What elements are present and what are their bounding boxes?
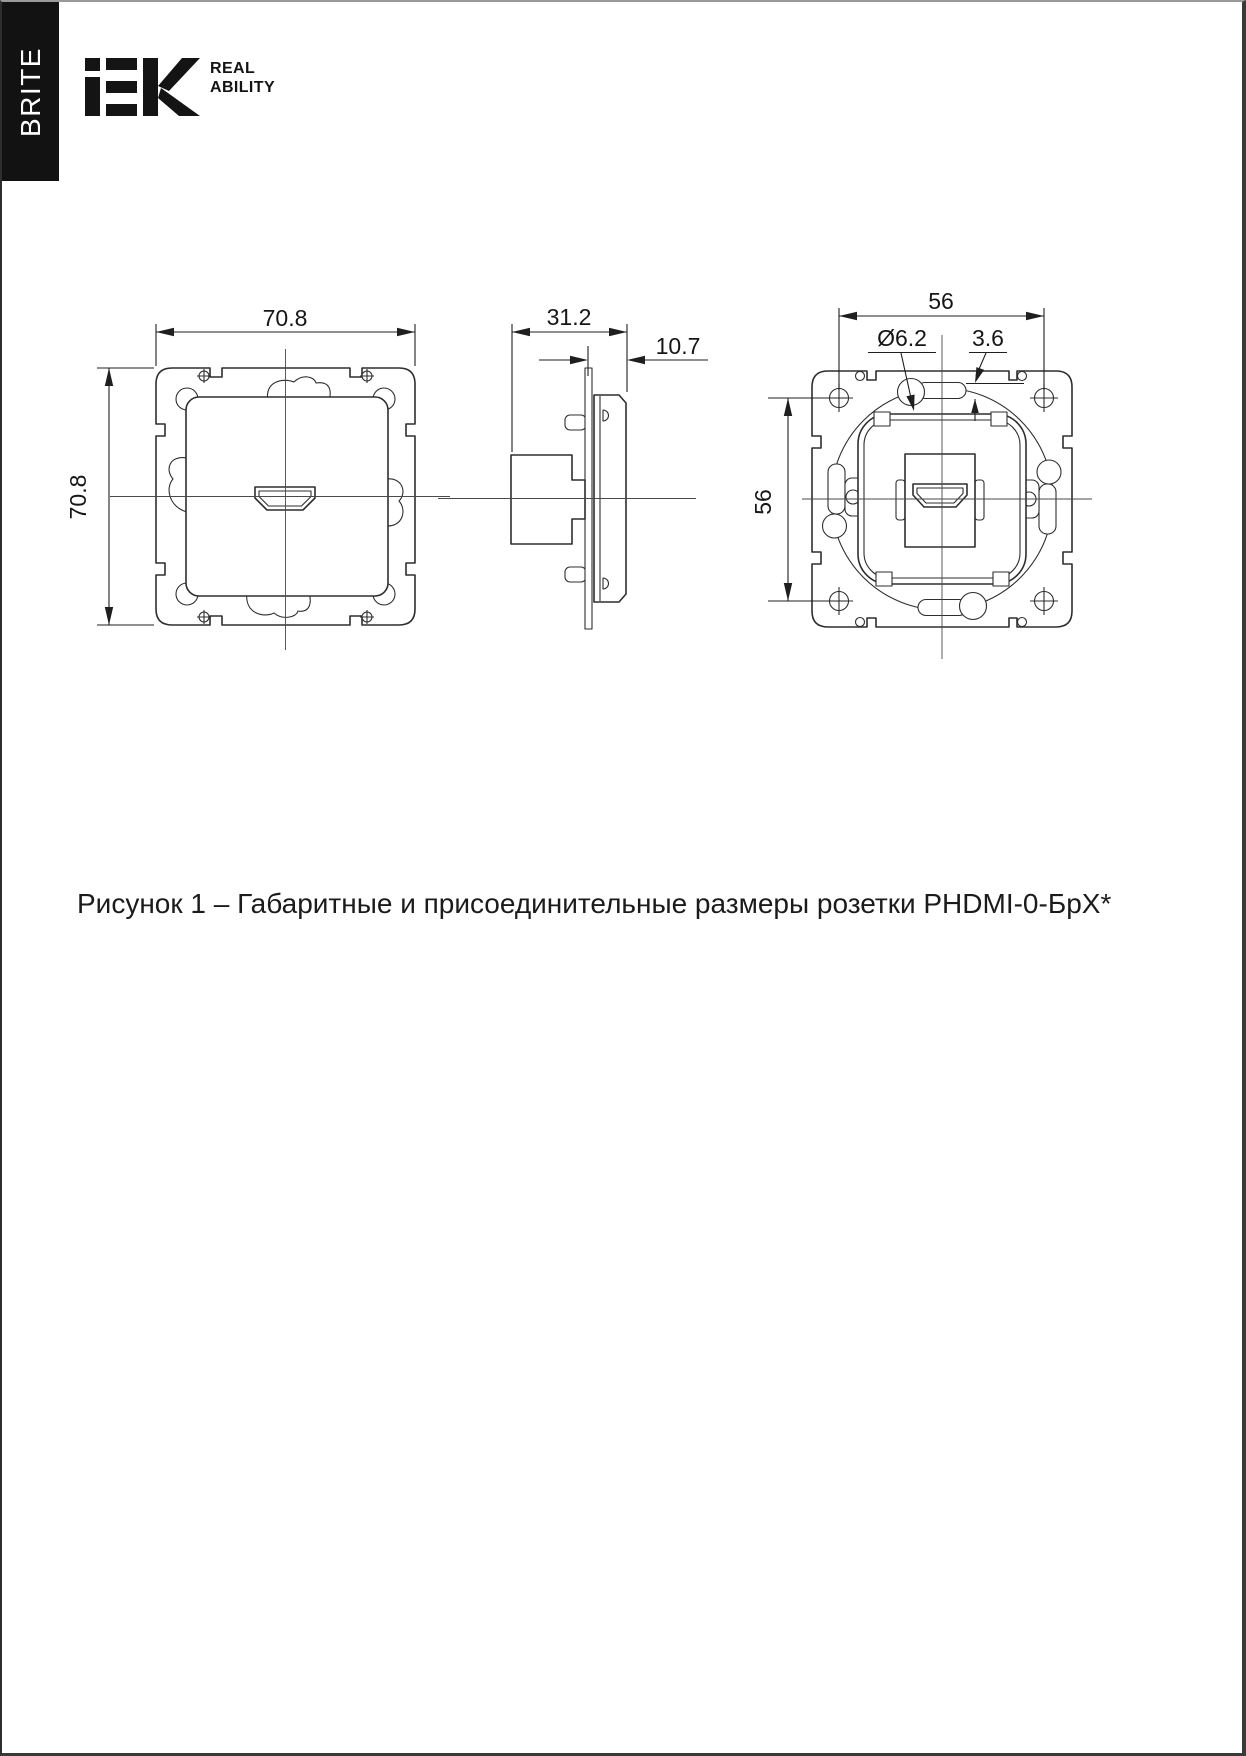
- dim-claw-thickness: 3.6: [972, 325, 1004, 351]
- dim-front-width: 70.8: [262, 305, 308, 331]
- rear-view-drawing: [750, 288, 1092, 659]
- dim-side-depth: 31.2: [546, 304, 592, 330]
- figure-caption: Рисунок 1 – Габаритные и присоединительные размеры розетки PHDMI-0-БрХ*: [77, 888, 1112, 919]
- series-banner-label: BRITE: [14, 46, 46, 137]
- dim-rear-pitch-height: 56: [750, 489, 776, 515]
- tagline-line2: ABILITY: [210, 79, 276, 96]
- tagline-line1: REAL: [210, 60, 256, 77]
- side-view-drawing: [438, 304, 708, 629]
- dim-front-height: 70.8: [65, 474, 91, 520]
- dim-rear-pitch-width: 56: [928, 288, 954, 314]
- hdmi-module-rear: [896, 454, 984, 547]
- dim-side-panel-depth: 10.7: [655, 333, 701, 359]
- front-view-drawing: [65, 305, 450, 650]
- dim-claw-hole-diameter: Ø6.2: [877, 325, 927, 351]
- figure-drawing: [2, 2, 1246, 702]
